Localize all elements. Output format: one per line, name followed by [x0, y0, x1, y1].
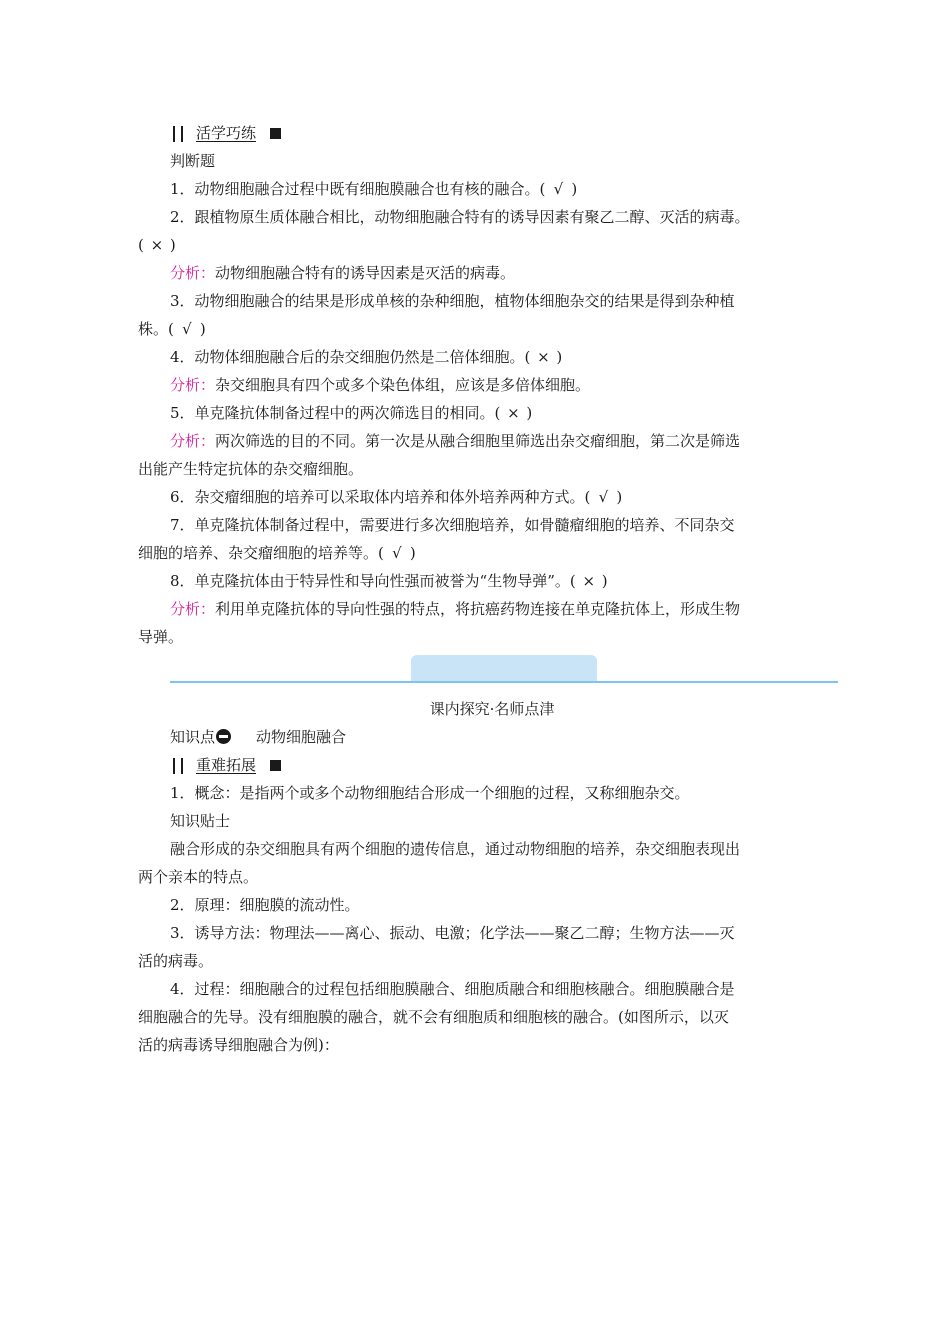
text-span: 分析： — [170, 432, 216, 450]
text-span: 知识点 — [170, 728, 216, 746]
cross-mark: × — [150, 236, 164, 254]
text-span: ) — [616, 488, 623, 506]
tip-text-cont: 两个亲本的特点。 — [138, 868, 259, 886]
process-paragraph: 4．过程：细胞融合的过程包括细胞膜融合、细胞质融合和细胞核融合。细胞膜融合是 — [170, 980, 735, 998]
text-span: ) — [526, 404, 533, 422]
check-mark: √ — [182, 320, 192, 338]
question-2: 2．跟植物原生质体融合相比，动物细胞融合特有的诱导因素有聚乙二醇、灭活的病毒。 — [170, 208, 750, 226]
cross-mark: × — [507, 404, 520, 422]
analysis-5 — [170, 431, 740, 451]
analysis-8 — [170, 599, 740, 619]
analysis-5-cont: 出能产生特定抗体的杂交瘤细胞。 — [138, 460, 364, 478]
cross-mark: × — [582, 572, 596, 590]
process-paragraph-cont-1: 细胞融合的先导。没有细胞膜的融合，就不会有细胞质和细胞核的融合。(如图所示，以灭 — [138, 1008, 729, 1026]
check-mark: √ — [553, 180, 564, 198]
question-3: 3．动物细胞融合的结果是形成单核的杂种细胞，植物体细胞杂交的结果是得到杂种植 — [170, 292, 735, 310]
method-paragraph-cont: 活的病毒。 — [138, 952, 214, 970]
square-icon — [270, 760, 281, 771]
analysis-4 — [170, 375, 590, 395]
question-7: 7．单克隆抗体制备过程中，需要进行多次细胞培养，如骨髓瘤细胞的培养、不同杂交 — [170, 516, 735, 534]
check-mark: √ — [392, 544, 402, 562]
text-span: 动物细胞融合 — [256, 728, 347, 746]
text-span: 两次筛选的目的不同。第一次是从融合细胞里筛选出杂交瘤细胞，第二次是筛选 — [215, 432, 741, 450]
text-span: 株。( — [138, 320, 174, 338]
cross-mark: × — [537, 348, 550, 366]
text-span: 利用单克隆抗体的导向性强的特点，将抗癌药物连接在单克隆抗体上，形成生物 — [215, 600, 741, 618]
text-span: ) — [169, 236, 176, 254]
double-bar-icon — [170, 757, 192, 773]
square-icon — [270, 128, 281, 139]
question-2-answer — [138, 235, 176, 255]
tip-text: 融合形成的杂交细胞具有两个细胞的遗传信息，通过动物细胞的培养，杂交细胞表现出 — [170, 840, 741, 858]
question-4 — [170, 347, 562, 367]
check-mark: √ — [598, 488, 609, 506]
circle-number-icon — [216, 729, 231, 744]
principle-paragraph: 2．原理：细胞膜的流动性。 — [170, 896, 360, 914]
text-span: 动物细胞融合特有的诱导因素是灭活的病毒。 — [215, 264, 516, 282]
text-span: 1．动物细胞融合过程中既有细胞膜融合也有核的融合。( — [170, 180, 546, 198]
subheading: 判断题 — [170, 152, 216, 170]
section-heading-practice — [170, 123, 281, 143]
concept-paragraph: 1．概念：是指两个或多个动物细胞结合形成一个细胞的过程，又称细胞杂交。 — [170, 784, 690, 802]
method-paragraph: 3．诱导方法：物理法——离心、振动、电激；化学法——聚乙二醇；生物方法——灭 — [170, 924, 735, 942]
tip-label: 知识贴士 — [170, 812, 231, 830]
question-7-answer — [138, 543, 416, 563]
text-span: 5．单克隆抗体制备过程中的两次筛选目的相同。( — [170, 404, 501, 422]
question-5 — [170, 403, 532, 423]
text-span: 重难拓展 — [196, 756, 257, 774]
text-span: 分析： — [170, 600, 216, 618]
process-paragraph-cont-2: 活的病毒诱导细胞融合为例)： — [138, 1036, 339, 1054]
text-span: 6．杂交瘤细胞的培养可以采取体内培养和体外培养两种方式。( — [170, 488, 591, 506]
text-span: ) — [601, 572, 608, 590]
text-span: 分析： — [170, 376, 216, 394]
text-span: ) — [409, 544, 416, 562]
question-6 — [170, 487, 622, 507]
analysis-2 — [170, 263, 515, 283]
text-span: 4．动物体细胞融合后的杂交细胞仍然是二倍体细胞。( — [170, 348, 531, 366]
text-span: ) — [556, 348, 563, 366]
text-span: 分析： — [170, 264, 216, 282]
analysis-8-cont: 导弹。 — [138, 628, 184, 646]
question-8 — [170, 571, 608, 591]
text-span: 杂交细胞具有四个或多个染色体组，应该是多倍体细胞。 — [215, 376, 591, 394]
knowledge-point — [170, 727, 346, 747]
section-heading-extension — [170, 755, 281, 775]
text-span: 活学巧练 — [196, 124, 257, 142]
banner-divider — [170, 681, 838, 683]
double-bar-icon — [170, 125, 192, 141]
text-span: 细胞的培养、杂交瘤细胞的培养等。( — [138, 544, 384, 562]
text-span: 8．单克隆抗体由于特异性和导向性强而被誉为“生物导弹”。( — [170, 572, 576, 590]
text-span: ) — [571, 180, 578, 198]
banner-title: 课内探究·名师点津 — [429, 700, 555, 718]
text-span: ( — [138, 236, 144, 254]
text-span: ) — [199, 320, 206, 338]
question-3-answer — [138, 319, 206, 339]
banner-tab — [411, 655, 597, 682]
question-1 — [170, 179, 577, 199]
